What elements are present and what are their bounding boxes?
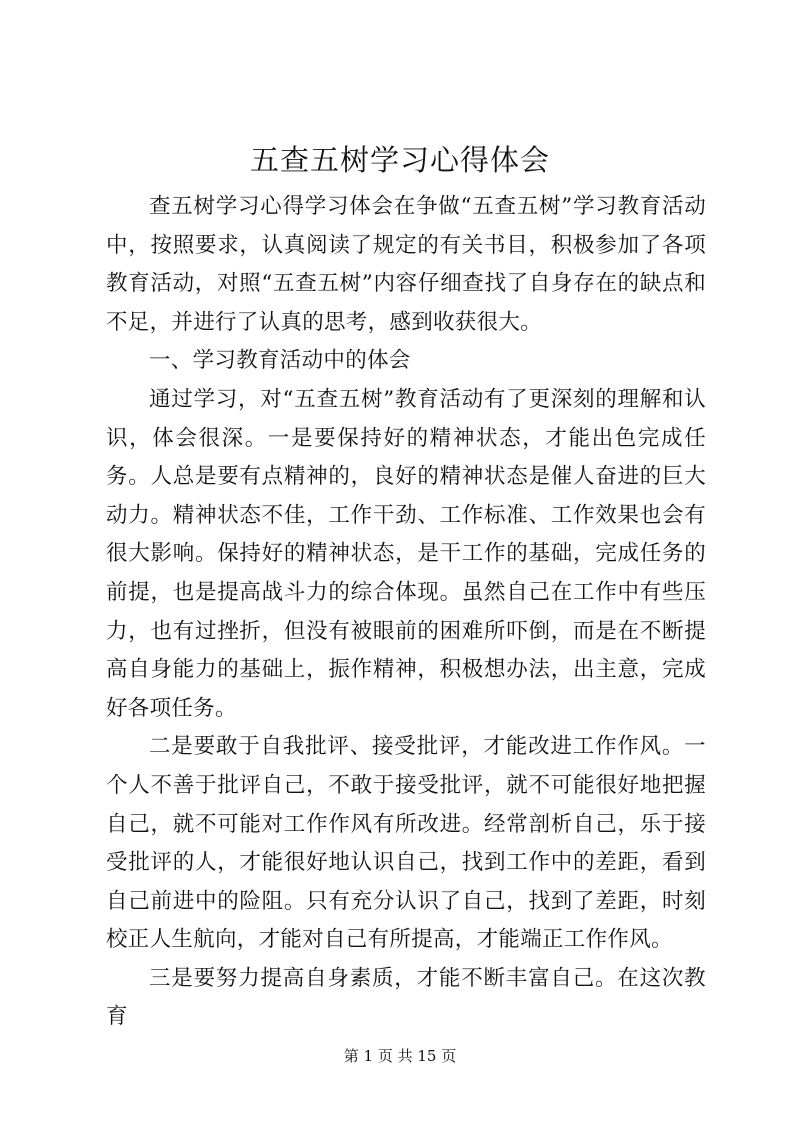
section-heading: 一、学习教育活动中的体会 bbox=[149, 348, 411, 374]
paragraph-spirit: 通过学习，对“五查五树”教育活动有了更深刻的理解和认识，体会很深。一是要保持好的精神状态，才能出色完成任务。人总是要有点精神的，良好的精神状态是催人奋进的巨大动力。精神状态不佳，工作干劲、工作标准、工作效果也会有很大影响。保持好的精神状态，是干工作的基础，完成任务的前提，也是提高战斗力的综合体现。虽然自己在工作中有些压力，也有过挫折，但没有被眼前的困难所吓倒，而是在不断提高自身能力的基础上，振作精神，积极想办法，出主意，完成好各项任务。 bbox=[106, 386, 706, 721]
page-number-footer: 第 1 页 共 15 页 bbox=[343, 1047, 457, 1065]
paragraph-criticism: 二是要敢于自我批评、接受批评，才能改进工作作风。一个人不善于批评自己，不敢于接受批评，就不可能很好地把握自己，就不可能对工作作风有所改进。经常剖析自己，乐于接受批评的人，才能很好地认识自己，找到工作中的差距，看到自己前进中的险阻。只有充分认识了自己，找到了差距，时刻校正人生航向，才能对自己有所提高，才能端正工作作风。 bbox=[106, 734, 706, 953]
paragraph-intro: 查五树学习心得学习体会在争做“五查五树”学习教育活动中，按照要求，认真阅读了规定的有关书目，积极参加了各项教育活动，对照“五查五树”内容仔细查找了自身存在的缺点和不足，并进行了认真的思考，感到收获很大。 bbox=[106, 194, 706, 335]
document-title: 五查五树学习心得体会 bbox=[249, 143, 550, 177]
paragraph-quality: 三是要努力提高自身素质，才能不断丰富自己。在这次教育 bbox=[106, 965, 706, 1030]
document-body bbox=[106, 188, 706, 1037]
